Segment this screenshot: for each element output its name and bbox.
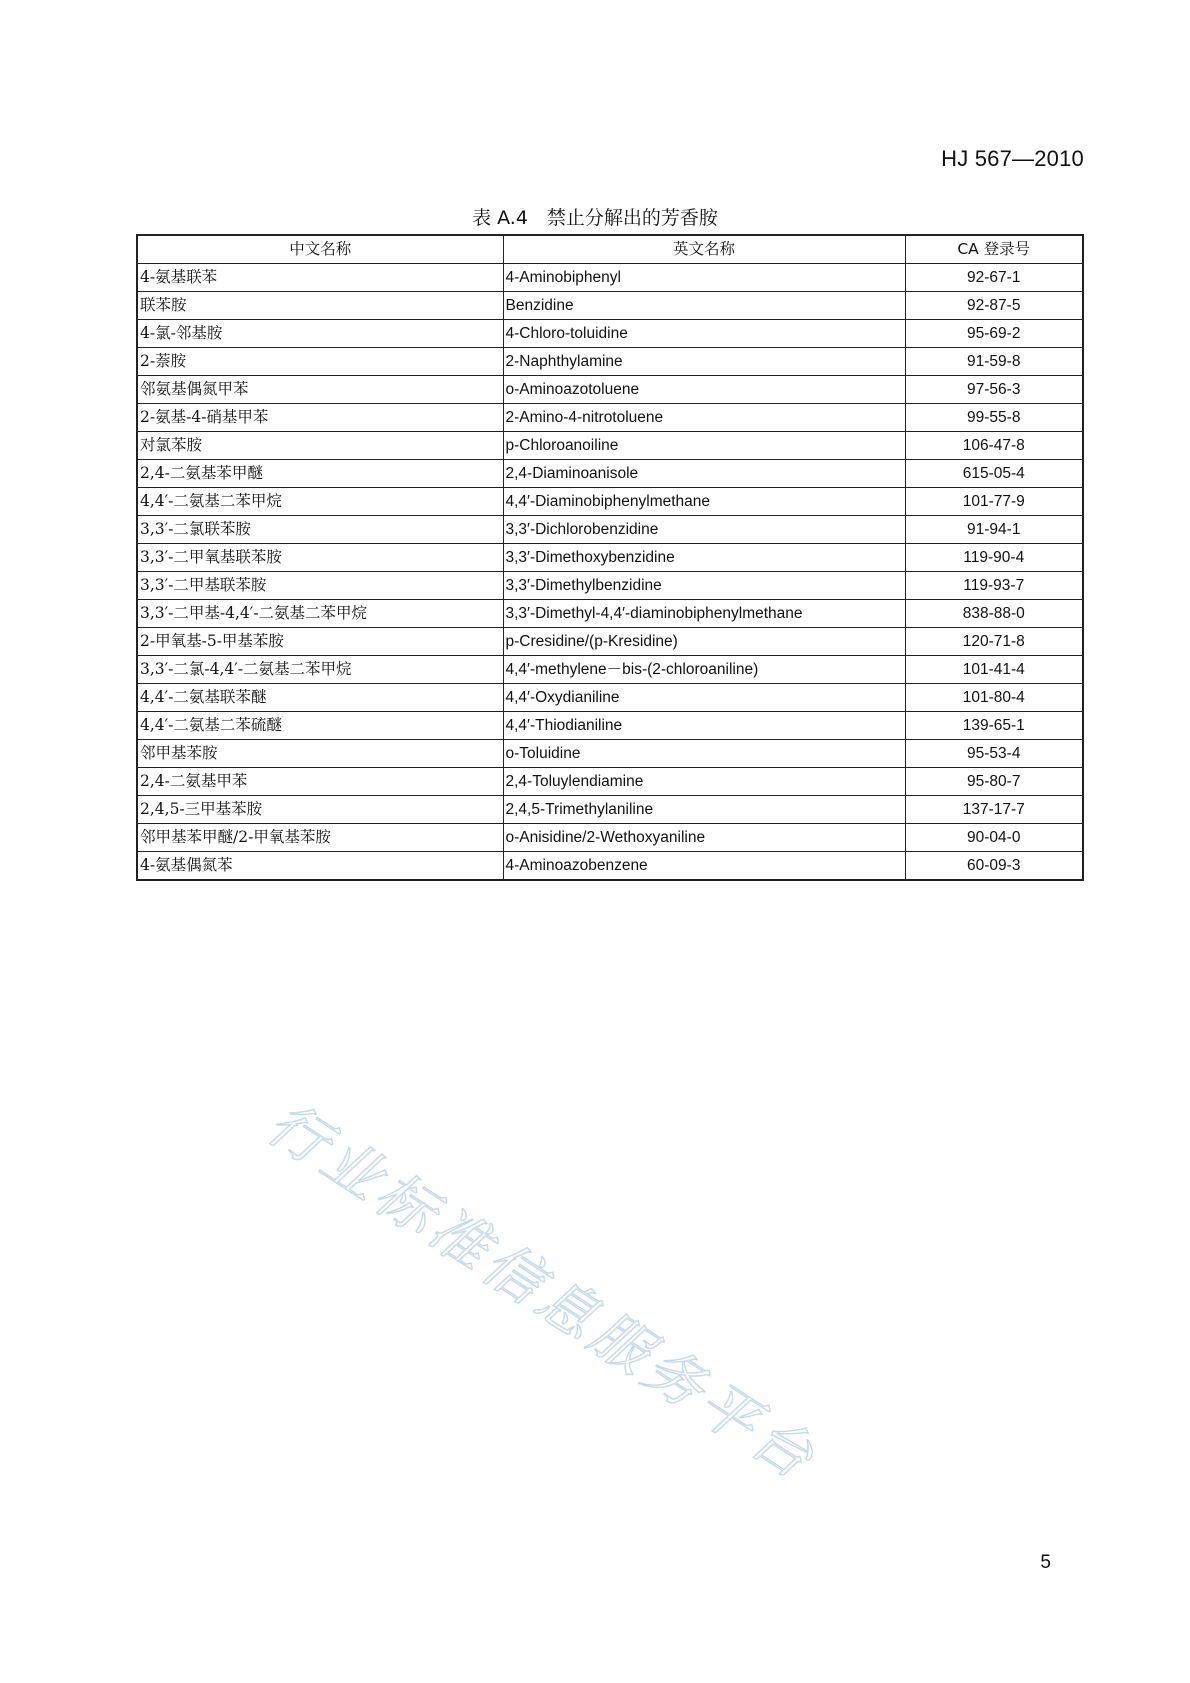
cell-chinese-name: 2-萘胺 — [137, 348, 503, 376]
cell-english-name: Benzidine — [503, 292, 905, 320]
table-row — [137, 712, 1083, 740]
table-row — [137, 292, 1083, 320]
cell-chinese-name: 4-氯-邻基胺 — [137, 320, 503, 348]
cell-chinese-name: 2-氨基-4-硝基甲苯 — [137, 404, 503, 432]
table-row — [137, 628, 1083, 656]
cell-chinese-name: 邻甲基苯胺 — [137, 740, 503, 768]
cell-english-name: 4,4′-Oxydianiline — [503, 684, 905, 712]
cell-ca-number: 137-17-7 — [905, 796, 1083, 824]
cell-chinese-name: 2,4,5-三甲基苯胺 — [137, 796, 503, 824]
column-header-ca-number: CA 登录号 — [905, 235, 1083, 264]
cell-english-name: 3,3′-Dichlorobenzidine — [503, 516, 905, 544]
table-row — [137, 544, 1083, 572]
cell-chinese-name: 2,4-二氨基甲苯 — [137, 768, 503, 796]
cell-ca-number: 106-47-8 — [905, 432, 1083, 460]
cell-english-name: 4,4′-methylene－bis-(2-chloroaniline) — [503, 656, 905, 684]
column-header-english-name: 英文名称 — [503, 235, 905, 264]
table-row — [137, 600, 1083, 628]
table-row — [137, 768, 1083, 796]
cell-ca-number: 97-56-3 — [905, 376, 1083, 404]
cell-english-name: 4-Aminoazobenzene — [503, 852, 905, 881]
cell-ca-number: 60-09-3 — [905, 852, 1083, 881]
cell-ca-number: 95-53-4 — [905, 740, 1083, 768]
cell-ca-number: 95-69-2 — [905, 320, 1083, 348]
table-row — [137, 656, 1083, 684]
column-header-chinese-name: 中文名称 — [137, 235, 503, 264]
cell-chinese-name: 对氯苯胺 — [137, 432, 503, 460]
cell-ca-number: 119-93-7 — [905, 572, 1083, 600]
table-row — [137, 516, 1083, 544]
cell-chinese-name: 3,3′-二甲基-4,4′-二氨基二苯甲烷 — [137, 600, 503, 628]
cell-ca-number: 91-59-8 — [905, 348, 1083, 376]
document-code: HJ 567—2010 — [941, 146, 1084, 171]
cell-english-name: 3,3′-Dimethylbenzidine — [503, 572, 905, 600]
table-row — [137, 488, 1083, 516]
cell-english-name: 4,4′-Diaminobiphenylmethane — [503, 488, 905, 516]
cell-english-name: 2,4-Toluylendiamine — [503, 768, 905, 796]
cell-ca-number: 95-80-7 — [905, 768, 1083, 796]
cell-chinese-name: 3,3′-二氯联苯胺 — [137, 516, 503, 544]
cell-ca-number: 101-77-9 — [905, 488, 1083, 516]
cell-english-name: 4-Chloro-toluidine — [503, 320, 905, 348]
table-row — [137, 824, 1083, 852]
cell-ca-number: 119-90-4 — [905, 544, 1083, 572]
table-row — [137, 404, 1083, 432]
cell-english-name: p-Chloroanoiline — [503, 432, 905, 460]
aromatic-amines-table — [136, 234, 1084, 881]
cell-ca-number: 101-80-4 — [905, 684, 1083, 712]
table-row — [137, 684, 1083, 712]
table-row — [137, 348, 1083, 376]
cell-ca-number: 615-05-4 — [905, 460, 1083, 488]
cell-english-name: 3,3′-Dimethoxybenzidine — [503, 544, 905, 572]
cell-chinese-name: 4-氨基偶氮苯 — [137, 852, 503, 881]
cell-english-name: 2-Amino-4-nitrotoluene — [503, 404, 905, 432]
table-row — [137, 572, 1083, 600]
watermark: 行业标准信息服务平台 — [255, 1088, 830, 1495]
table-row — [137, 320, 1083, 348]
cell-english-name: 4,4′-Thiodianiline — [503, 712, 905, 740]
cell-chinese-name: 3,3′-二氯-4,4′-二氨基二苯甲烷 — [137, 656, 503, 684]
cell-chinese-name: 2-甲氧基-5-甲基苯胺 — [137, 628, 503, 656]
cell-english-name: o-Aminoazotoluene — [503, 376, 905, 404]
table-row — [137, 740, 1083, 768]
cell-ca-number: 101-41-4 — [905, 656, 1083, 684]
cell-english-name: 2-Naphthylamine — [503, 348, 905, 376]
table-row — [137, 796, 1083, 824]
cell-ca-number: 120-71-8 — [905, 628, 1083, 656]
page-number: 5 — [1040, 1552, 1051, 1573]
cell-english-name: 2,4-Diaminoanisole — [503, 460, 905, 488]
cell-ca-number: 91-94-1 — [905, 516, 1083, 544]
cell-chinese-name: 3,3′-二甲基联苯胺 — [137, 572, 503, 600]
table-header-row — [137, 235, 1083, 264]
cell-chinese-name: 4-氨基联苯 — [137, 264, 503, 292]
cell-english-name: o-Anisidine/2-Wethoxyaniline — [503, 824, 905, 852]
cell-chinese-name: 2,4-二氨基苯甲醚 — [137, 460, 503, 488]
cell-ca-number: 92-67-1 — [905, 264, 1083, 292]
cell-english-name: 2,4,5-Trimethylaniline — [503, 796, 905, 824]
cell-chinese-name: 4,4′-二氨基联苯醚 — [137, 684, 503, 712]
aromatic-amines-table-container — [136, 234, 1082, 881]
cell-ca-number: 838-88-0 — [905, 600, 1083, 628]
cell-ca-number: 139-65-1 — [905, 712, 1083, 740]
cell-chinese-name: 联苯胺 — [137, 292, 503, 320]
cell-chinese-name: 邻氨基偶氮甲苯 — [137, 376, 503, 404]
cell-chinese-name: 3,3′-二甲氧基联苯胺 — [137, 544, 503, 572]
cell-english-name: o-Toluidine — [503, 740, 905, 768]
table-row — [137, 376, 1083, 404]
cell-chinese-name: 4,4′-二氨基二苯甲烷 — [137, 488, 503, 516]
table-row — [137, 460, 1083, 488]
cell-ca-number: 90-04-0 — [905, 824, 1083, 852]
cell-chinese-name: 邻甲基苯甲醚/2-甲氧基苯胺 — [137, 824, 503, 852]
table-row — [137, 852, 1083, 881]
cell-english-name: p-Cresidine/(p-Kresidine) — [503, 628, 905, 656]
table-title: 表 A.4 禁止分解出的芳香胺 — [472, 207, 718, 229]
table-body — [137, 264, 1083, 881]
cell-english-name: 3,3′-Dimethyl-4,4′-diaminobiphenylmethane — [503, 600, 905, 628]
table-row — [137, 432, 1083, 460]
cell-ca-number: 99-55-8 — [905, 404, 1083, 432]
cell-ca-number: 92-87-5 — [905, 292, 1083, 320]
cell-chinese-name: 4,4′-二氨基二苯硫醚 — [137, 712, 503, 740]
cell-english-name: 4-Aminobiphenyl — [503, 264, 905, 292]
table-row — [137, 264, 1083, 292]
